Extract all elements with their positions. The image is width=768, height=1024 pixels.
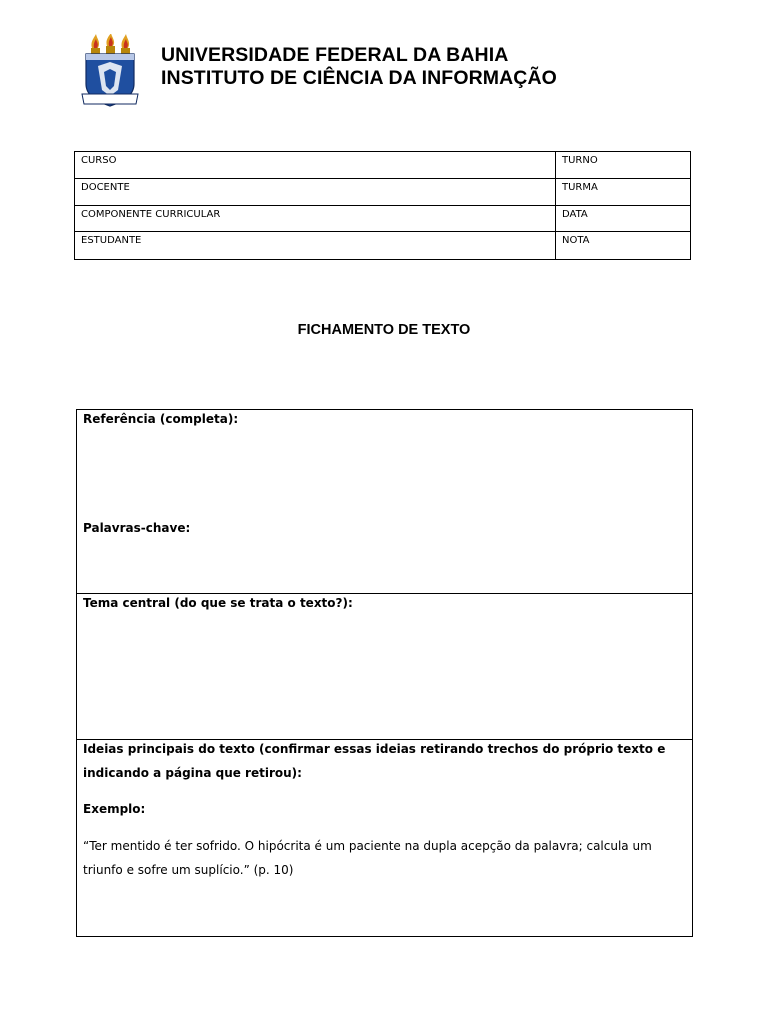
data-field[interactable]: DATA xyxy=(556,206,691,232)
ufba-crest-icon xyxy=(80,34,140,112)
table-row xyxy=(75,232,691,260)
info-table xyxy=(74,151,691,260)
exemplo-label: Exemplo: xyxy=(83,802,146,816)
ufba-logo xyxy=(80,34,140,112)
referencia-label: Referência (completa): xyxy=(83,412,239,426)
institution-header xyxy=(161,44,557,90)
document-title: FICHAMENTO DE TEXTO xyxy=(297,322,471,338)
turno-field[interactable]: TURNO xyxy=(556,152,691,179)
estudante-field[interactable]: ESTUDANTE xyxy=(75,232,556,260)
fichamento-form xyxy=(76,409,693,937)
nota-field[interactable]: NOTA xyxy=(556,232,691,260)
table-row xyxy=(75,152,691,179)
table-row xyxy=(75,206,691,232)
institute-name: INSTITUTO DE CIÊNCIA DA INFORMAÇÃO xyxy=(161,67,557,89)
referencia-section[interactable] xyxy=(77,410,692,594)
exemplo-quote: “Ter mentido é ter sofrido. O hipócrita é um paciente na dupla acepção da palavra; calcula um triunfo e sofre um suplício.” (p. 10) xyxy=(83,839,652,877)
ideias-principais-section[interactable] xyxy=(77,740,692,936)
turma-field[interactable]: TURMA xyxy=(556,179,691,206)
table-row xyxy=(75,179,691,206)
university-name: UNIVERSIDADE FEDERAL DA BAHIA xyxy=(161,44,509,66)
tema-central-label: Tema central (do que se trata o texto?): xyxy=(83,596,353,610)
tema-central-section[interactable] xyxy=(77,594,692,740)
componente-curricular-field[interactable]: COMPONENTE CURRICULAR xyxy=(75,206,556,232)
curso-field[interactable]: CURSO xyxy=(75,152,556,179)
docente-field[interactable]: DOCENTE xyxy=(75,179,556,206)
palavras-chave-label: Palavras-chave: xyxy=(83,521,191,535)
ideias-principais-label: Ideias principais do texto (confirmar essas ideias retirando trechos do próprio texto e indicando a página que retirou): xyxy=(83,742,666,780)
